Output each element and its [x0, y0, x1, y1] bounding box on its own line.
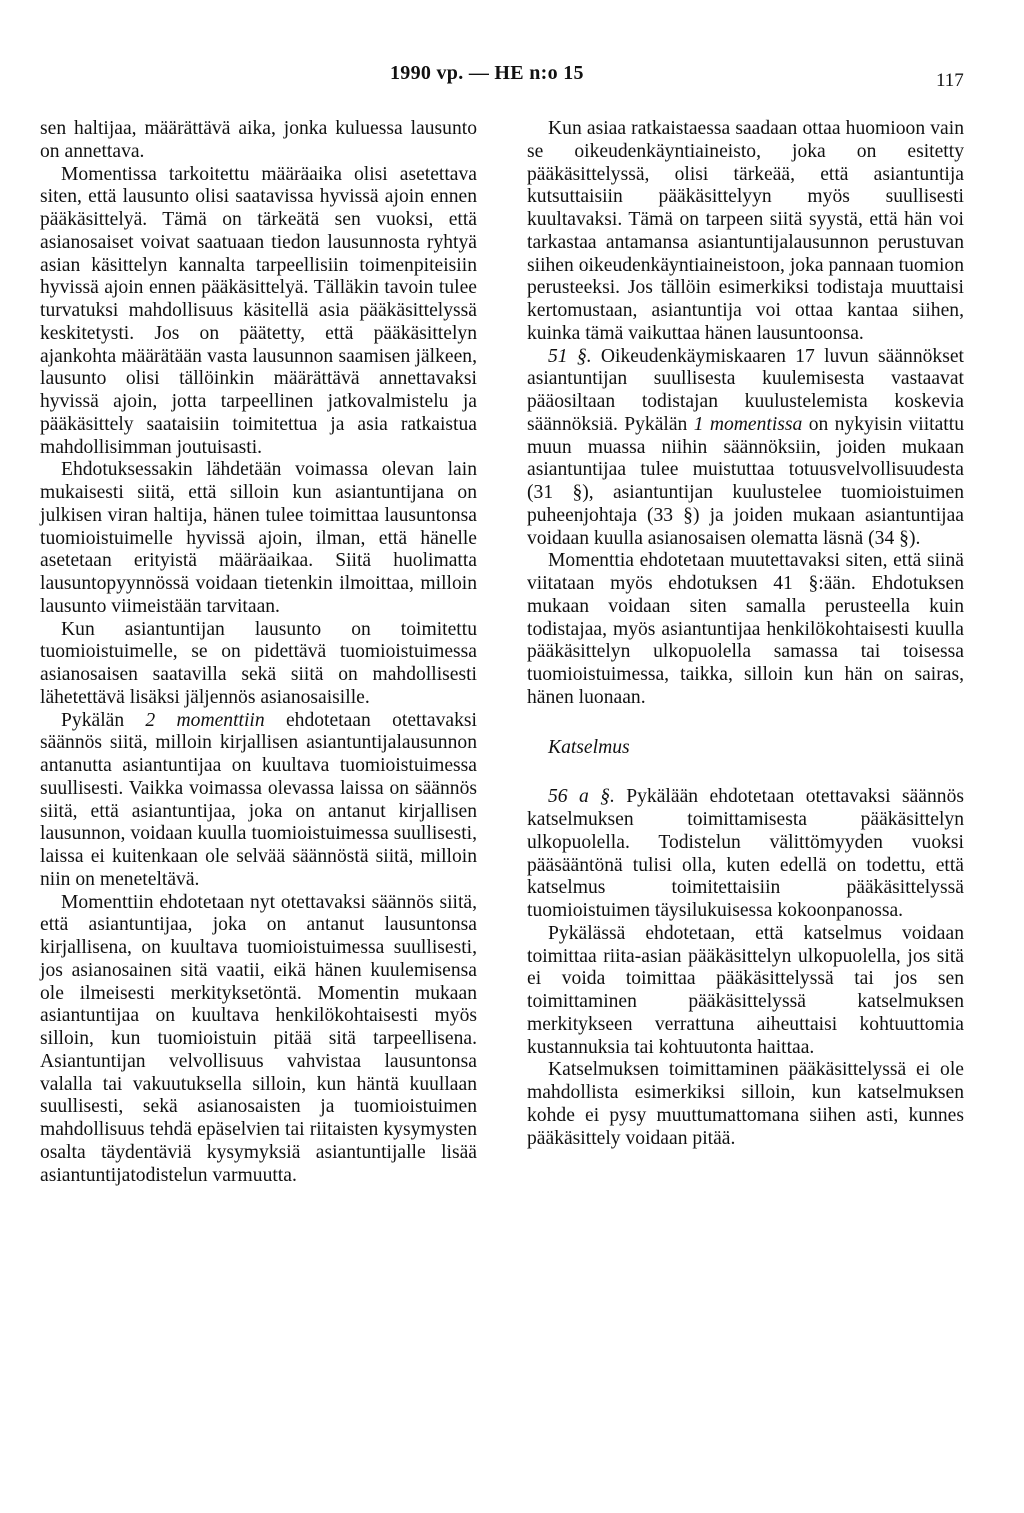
paragraph [527, 786, 964, 923]
right-column [527, 118, 964, 1150]
section-number: 56 a §. [548, 786, 615, 808]
paragraph-continued: sen haltijaa, määrättävä aika, jonka kuluessa lausunto on annettava. [40, 118, 477, 162]
paragraph: Momenttiin ehdotetaan nyt otettavaksi säännös siitä, että asiantuntijaa, joka on antanut lausuntonsa kirjallisena, on kuultava tuomioistuimessa suullisesti, jos asianosainen sitä vaatii, eikä hänen kuulemisensa ole ilmeisesti merkityksetöntä. Momentin mukaan asiantuntijaa on kuultava henkilökohtaisesti myös silloin, kun tuomioistuin pitää sitä tarpeellisena. Asiantuntijan velvollisuus vahvistaa lausuntonsa valalla tai vakuutuksella silloin, kun häntä kuullaan suullisesti, sekä asianosaisten ja tuomioistuimen mahdollisuus tehdä epäselvien tai riitaisten kysymysten osalta täydentäviä kysymyksiä asiantuntijalle lisää asiantuntijatodistelun varmuutta. [40, 891, 477, 1186]
spacer [527, 710, 964, 737]
paragraph: Momentissa tarkoitettu määräaika olisi asetettava siten, että lausunto olisi saatavissa hyvissä ajoin ennen pääkäsittelyä. Tämä on tärkeätä sen vuoksi, että asianosaiset voivat saatuaan tiedon lausunnosta ryhtyä asian käsittelyn kannalta tarpeellisiin toimenpiteisiin hyvissä ajoin ennen pääkäsittelyä. Tälläkin tavoin tulee turvatuksi mahdollisuus käsitellä asia pääkäsittelyssä keskitetysti. Jos on päätetty, että pääkäsittelyn ajankohta määrätään vasta lausunnon saamisen jälkeen, lausunto olisi tällöinkin määrättävä annettavaksi hyvissä ajoin, jotta tarpeellinen jatkovalmistelu ja pääkäsittely saataisiin toimitettua ja asia ratkaistua mahdollisimman joutuisasti. [40, 163, 477, 458]
text-run: Oikeudenkäymiskaaren 17 luvun säännökset asiantuntijan suullisesta kuulemisesta vastaavat pääosiltaan todistajan kuulustelemista koskevia säännöksiä. Pykälän [527, 345, 964, 435]
section-heading: Katselmus [548, 736, 630, 758]
page-header [0, 62, 1024, 92]
paragraph: Momenttia ehdotetaan muutettavaksi siten, että siinä viitataan myös ehdotuksen 41 §:ään. Ehdotuksen mukaan voidaan siten samalla perusteella kuin todistajaa, myös asiantuntijaa henkilökohtaisesti kuulla pääkäsittelyn ulkopuolella samassa tai toisessa tuomioistuimessa, taikka, silloin kun hän on sairas, hänen luonaan. [527, 550, 964, 708]
emphasis: 2 momenttiin [145, 709, 265, 731]
paragraph: Kun asiaa ratkaistaessa saadaan ottaa huomioon vain se oikeudenkäyntiaineisto, joka on esitetty pääkäsittelyssä, olisi tärkeää, että asiantuntija kutsuttaisiin pääkäsittelyyn myös suullisesti kuultavaksi. Tämä on tarpeen siitä syystä, että hän voi tarkastaa antamansa asiantuntijalausunnon perustuvan siihen oikeudenkäyntiaineistoon, joka pannaan tuomion perusteeksi. Jos tällöin esimerkiksi todistaja muuttaisi kertomustaan, asiantuntija voi ottaa kantaa siihen, kuinka tämä vaikuttaa hänen lausuntoonsa. [527, 118, 964, 344]
left-column [40, 118, 477, 1187]
paragraph: Kun asiantuntijan lausunto on toimitettu tuomioistuimelle, se on pidettävä tuomioistuimessa asianosaisen saatavilla sekä siitä on mahdollisesti lähetettävä lisäksi jäljennös asianosaisille. [40, 618, 477, 708]
text-run: Pykälään ehdotetaan otettavaksi säännös katselmuksen toimittamisesta pääkäsittelyn ulkopuolella. Todistelun välittömyyden vuoksi pääsääntönä tulisi olla, kuten edellä on todettu, että katselmus toimitettaisiin pääkäsittelyssä tuomioistuimen täysilukuisessa kokoonpanossa. [527, 786, 964, 921]
paragraph [40, 710, 477, 892]
running-title: 1990 vp. — HE n:o 15 [390, 62, 584, 84]
paragraph: Ehdotuksessakin lähdetään voimassa olevan lain mukaisesti siitä, että silloin kun asiantuntijana on julkisen viran haltija, hänen tulee toimittaa lausuntonsa tuomioistuimelle hyvissä ajoin, ilman, että hänelle asetetaan erityistä määräaikaa. Siitä huolimatta lausuntopyynnössä voidaan tietenkin ilmoittaa, milloin lausunto viimeistään tarvitaan. [40, 459, 477, 617]
text-run: on nykyisin viitattu muun muassa niihin säännöksiin, joiden mukaan asiantuntijaa tulee muistuttaa totuusvelvollisuudesta (31 §), asiantuntijan kuulustelee tuomioistuimen puheenjohtaja (33 §) ja joiden mukaan asiantuntijaa voidaan kuulla asianosaisen olematta läsnä (34 §). [527, 413, 964, 549]
emphasis: 1 momentissa [693, 413, 803, 435]
paragraph: Katselmuksen toimittaminen pääkäsittelyssä ei ole mahdollista esimerkiksi silloin, kun katselmuksen kohde ei pysy muuttumattomana siihen asti, kunnes pääkäsittely voidaan pitää. [527, 1059, 964, 1149]
page-number: 117 [936, 70, 964, 91]
paragraph: Pykälässä ehdotetaan, että katselmus voidaan toimittaa riita-asian pääkäsittelyn ulkopuolella, jos sitä ei voida toimittaa pääkäsittelyssä tai jos sen toimittaminen pääkäsittelyssä katselmuksen merkitykseen verrattuna aiheuttaisi kohtuuttomia kustannuksia tai kohtuutonta haittaa. [527, 922, 964, 1058]
paragraph [527, 346, 964, 551]
spacer [527, 759, 964, 786]
text-run: ehdotetaan otettavaksi säännös siitä, milloin kirjallisen asiantuntijalausunnon antanutta asiantuntijaa on kuultava tuomioistuimessa suullisesti. Vaikka voimassa olevassa laissa on säännös siitä, että asiantuntijaa, joka on antanut kirjallisen lausunnon, voidaan kuulla tuomioistuimessa suullisesti, laissa ei kuitenkaan ole selvää säännöstä siitä, milloin niin on meneteltävä. [40, 709, 477, 890]
text-run: Pykälän [61, 709, 146, 731]
section-number: 51 §. [548, 345, 592, 367]
